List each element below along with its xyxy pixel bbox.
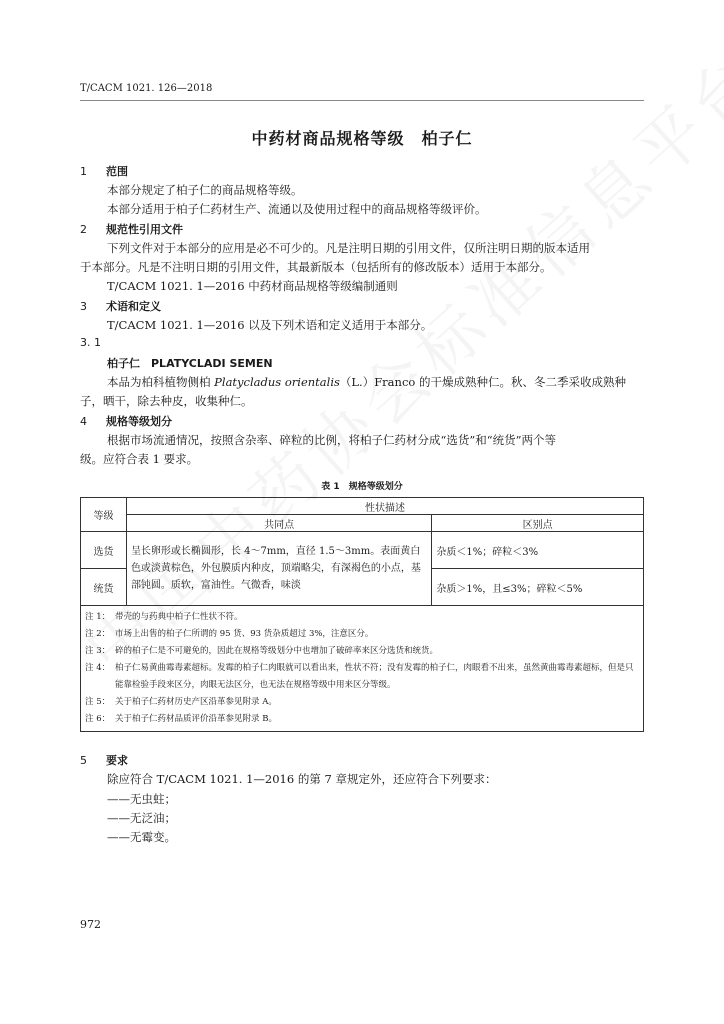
definition-text: （L.）Franco 的干燥成熟种仁。秋、冬二季采收成熟种 (339, 375, 626, 389)
section-title: 范围 (106, 165, 128, 178)
table-row (81, 532, 644, 569)
table-note (85, 626, 639, 643)
page-number: 972 (80, 918, 101, 931)
paragraph: T/CACM 1021. 1—2016 以及下列术语和定义适用于本部分。 (107, 318, 433, 332)
paragraph: 于本部分。凡是不注明日期的引用文件，其最新版本（包括所有的修改版本）适用于本部分。 (80, 260, 552, 274)
table-note (85, 660, 639, 694)
term-definition: 子，晒干，除去种皮，收集种仁。 (80, 394, 253, 408)
table-note (85, 643, 639, 660)
note-label: 注 5： (85, 697, 111, 707)
note-text: 带壳的与药典中柏子仁性状不符。 (115, 612, 243, 622)
paragraph: 本部分适用于柏子仁药材生产、流通以及使用过程中的商品规格等级评价。 (107, 202, 487, 216)
header-common: 共同点 (126, 515, 431, 532)
note-text: 柏子仁易黄曲霉毒素超标。发霉的柏子仁肉眼就可以看出来，性状不符；没有发霉的柏子仁，肉眼看不出来，虽然黄曲霉毒素超标，但是只能靠检验手段来区分，肉眼无法区分，也无法在规格等级中用来区分等级。 (115, 663, 634, 690)
note-text: 碎的柏子仁是不可避免的，因此在规格等级划分中也增加了破碎率来区分选货和统货。 (115, 646, 439, 656)
table-notes (81, 606, 644, 732)
definition-text: 本品为柏科植物侧柏 (107, 375, 215, 389)
paragraph: 级。应符合表 1 要求。 (80, 452, 199, 466)
section-2-heading (80, 221, 183, 237)
table-caption: 表 1 规格等级划分 (321, 482, 403, 492)
section-4-heading (80, 413, 172, 429)
note-label: 注 6： (85, 714, 111, 724)
list-item: ——无霉变。 (107, 830, 176, 844)
header-traits: 性状描述 (126, 498, 643, 515)
table-note (85, 711, 639, 728)
section-number: 1 (80, 165, 87, 178)
page-title: 中药材商品规格等级 柏子仁 (251, 129, 473, 148)
section-title: 规范性引用文件 (106, 223, 183, 236)
section-title: 要求 (106, 754, 128, 767)
normative-reference: T/CACM 1021. 1—2016 中药材商品规格等级编制通则 (107, 279, 398, 293)
diff-cell: 杂质＞1%，且≤3%；碎粒＜5% (432, 569, 644, 606)
paragraph: 除应符合 T/CACM 1021. 1—2016 的第 7 章规定外，还应符合下列要求： (107, 772, 497, 786)
grade-table (80, 497, 644, 732)
section-5-heading (80, 752, 128, 768)
paragraph: 根据市场流通情况，按照含杂率、碎粒的比例，将柏子仁药材分成“选货”和“统货”两个等 (107, 433, 557, 447)
section-number: 2 (80, 223, 87, 236)
section-number: 3 (80, 300, 87, 313)
paragraph: 下列文件对于本部分的应用是必不可少的。凡是注明日期的引用文件，仅所注明日期的版本适用 (107, 241, 590, 255)
section-number: 5 (80, 754, 87, 767)
header-grade: 等级 (81, 498, 127, 532)
note-label: 注 4： (85, 663, 111, 673)
note-text: 市场上出售的柏子仁所谓的 95 货、93 货杂质超过 3%，注意区分。 (115, 629, 374, 639)
common-traits-cell: 呈长卵形或长椭圆形，长 4～7mm，直径 1.5～3mm。表面黄白色或淡黄棕色，外包膜质内种皮，顶端略尖，有深褐色的小点，基部钝圆。质软，富油性。气微香，味淡 (126, 532, 431, 606)
subsection-number: 3. 1 (80, 336, 101, 349)
section-1-heading (80, 163, 128, 179)
note-label: 注 3： (85, 646, 111, 656)
list-item: ——无虫蛀； (107, 792, 176, 806)
section-title: 规格等级划分 (106, 415, 172, 428)
table-note (85, 609, 639, 626)
latin-name: Platycladus orientalis (214, 375, 340, 389)
note-label: 注 2： (85, 629, 111, 639)
grade-cell: 选货 (81, 532, 127, 569)
diff-cell: 杂质＜1%；碎粒＜3% (432, 532, 644, 569)
table-note (85, 694, 639, 711)
note-text: 关于柏子仁药材历史产区沿革参见附录 A。 (115, 697, 277, 707)
grade-cell: 统货 (81, 569, 127, 606)
section-3-heading (80, 298, 161, 314)
list-item: ——无泛油； (107, 811, 176, 825)
header-diff: 区别点 (432, 515, 644, 532)
paragraph: 本部分规定了柏子仁的商品规格等级。 (107, 183, 303, 197)
note-text: 关于柏子仁药材品质评价沿革参见附录 B。 (115, 714, 277, 724)
standard-code: T/CACM 1021. 126—2018 (80, 83, 213, 94)
note-label: 注 1： (85, 612, 111, 622)
section-title: 术语和定义 (106, 300, 161, 313)
section-number: 4 (80, 415, 87, 428)
term-definition (107, 374, 626, 390)
term-title: 柏子仁 PLATYCLADI SEMEN (107, 357, 273, 370)
header-rule (80, 100, 644, 101)
